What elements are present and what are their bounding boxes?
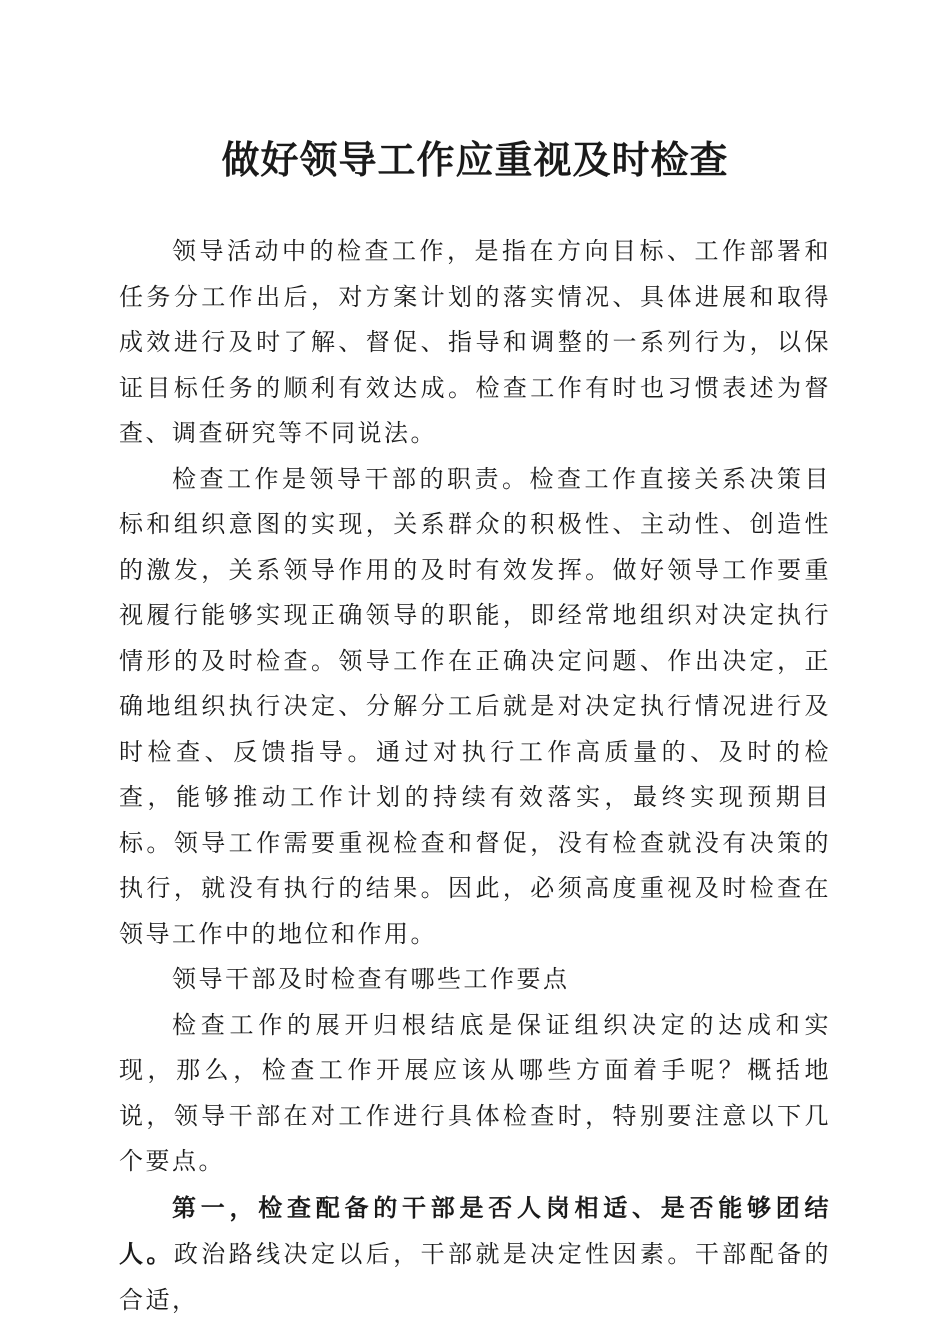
paragraph-point-one: [119, 1185, 831, 1324]
paragraph-responsibility: 检查工作是领导干部的职责。检查工作直接关系决策目标和组织意图的实现，关系群众的积极性、主动性、创造性的激发，关系领导作用的及时有效发挥。做好领导工作要重视履行能够实现正确领导的职能，即经常地组织对决定执行情形的及时检查。领导工作在正确决定问题、作出决定，正确地组织执行决定、分解分工后就是对决定执行情况进行及时检查、反馈指导。通过对执行工作高质量的、及时的检查，能够推动工作计划的持续有效落实，最终实现预期目标。领导工作需要重视检查和督促，没有检查就没有决策的执行，就没有执行的结果。因此，必须高度重视及时检查在领导工作中的地位和作用。: [119, 464, 831, 948]
point-one-lead: 第一，检查配备的干部是否人岗相适、是否能够团结人。: [119, 1192, 831, 1268]
point-one-text: 政治路线决定以后，干部就是决定性因素。干部配备的合适，: [119, 1240, 832, 1314]
document-title: 做好领导工作应重视及时检查: [221, 137, 729, 182]
paragraph-intro: 领导活动中的检查工作，是指在方向目标、工作部署和任务分工作出后，对方案计划的落实情况、具体进展和取得成效进行及时了解、督促、指导和调整的一系列行为，以保证目标任务的顺利有效达成。检查工作有时也习惯表述为督查、调查研究等不同说法。: [119, 237, 831, 447]
section-heading-key-points: 领导干部及时检查有哪些工作要点: [172, 965, 570, 993]
document-body: [119, 229, 831, 1323]
paragraph-key-points-intro: 检查工作的展开归根结底是保证组织决定的达成和实现，那么，检查工作开展应该从哪些方面着手呢？概括地说，领导干部在对工作进行具体检查时，特别要注意以下几个要点。: [119, 1010, 831, 1175]
